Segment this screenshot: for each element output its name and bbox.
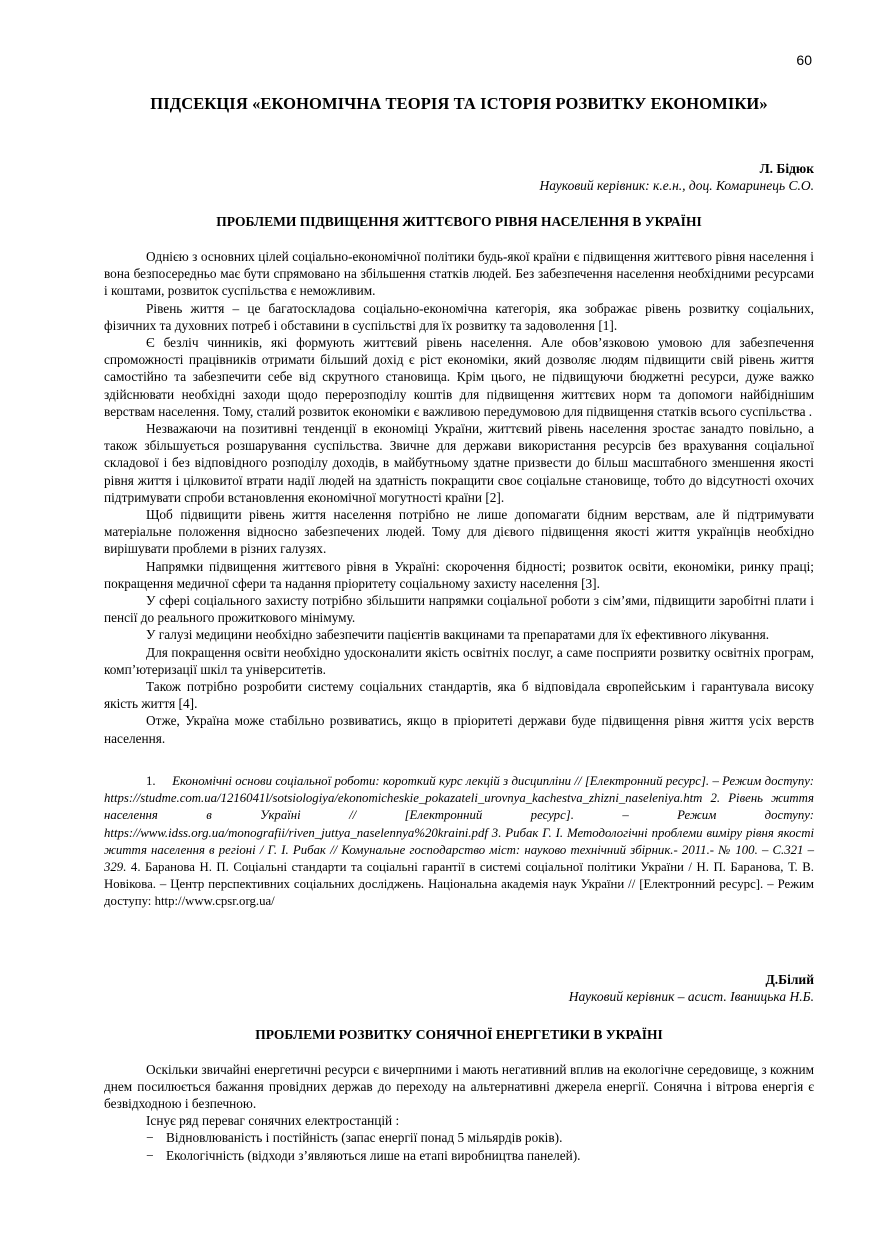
article-author: Л. Бідюк [759, 161, 814, 176]
paragraph: Щоб підвищити рівень життя населення потрібно не лише допомагати бідним верствам, але й підтримувати матеріальне положення відносно забезпечених людей. Тому для дієвого підвищення якості життя українців необхідно вирішувати проблеми в різних галузях. [104, 507, 814, 557]
paragraph: Оскільки звичайні енергетичні ресурси є вичерпними і мають негативний вплив на екологічне середовище, з кожним днем посилюється бажання провідних держав до переходу на альтернативні джерела енергії. Сонячна і вітрова енергія є безвідходною і безпечною. [104, 1061, 814, 1111]
page-number: 60 [796, 52, 812, 68]
paragraph: Незважаючи на позитивні тенденції в економіці України, життєвий рівень населення зростає занадто повільно, а також збільшується розшарування суспільства. Звичне для держави використання ресурсів без врахування соціальної складової і без відповідного розподілу доходів, в майбутньому здатне призвести до більш масштабного зменшення якості рівня життя і цілковитої втрати надії людей на здатність покращити своє соціальне становище, тобто до відсутності охочих підтримувати спроби встановлення економічної могутності країни [2]. [104, 421, 814, 505]
dash-bullet-icon: − [146, 1147, 154, 1163]
list-item-text: Екологічність (відходи з’являються лише на етапі виробництва панелей). [166, 1147, 581, 1163]
article-title: ПРОБЛЕМИ ПІДВИЩЕННЯ ЖИТТЄВОГО РІВНЯ НАСЕЛЕННЯ В УКРАЇНІ [216, 214, 702, 229]
list-item-text: Відновлюваність і постійність (запас енергії понад 5 мільярдів років). [166, 1130, 563, 1146]
section-title: ПІДСЕКЦІЯ «ЕКОНОМІЧНА ТЕОРІЯ ТА ІСТОРІЯ РОЗВИТКУ ЕКОНОМІКИ» [150, 94, 768, 113]
paragraph: У сфері соціального захисту потрібно збільшити напрямки соціальної роботи з сім’ями, підвищити заробітні плати і пенсії до реального прожиткового мінімуму. [104, 593, 814, 626]
paragraph: Також потрібно розробити систему соціальних стандартів, яка б відповідала європейським і гарантувала високу якість життя [4]. [104, 679, 814, 712]
paragraph: Існує ряд переваг сонячних електростанцій : [146, 1113, 400, 1129]
paragraph: У галузі медицини необхідно забезпечити пацієнтів вакцинами та препаратами для їх ефективного лікування. [146, 627, 770, 643]
paragraph: Однією з основних цілей соціально-економічної політики будь-якої країни є підвищення життєвого рівня населення і вона безпосередньо має бути спрямовано на збільшення статків людей. Без забезпечення населення необхідними ресурсами і коштами, розвиток суспільства є неможливим. [104, 249, 814, 299]
article-author: Д.Білий [765, 971, 814, 987]
page-content [104, 86, 814, 1164]
dash-bullet-icon: − [146, 1130, 154, 1146]
paragraph: Є безліч чинників, які формують життєвий рівень населення. Але обов’язковою умовою для забезпечення спроможності працівників отримати більший дохід є ріст економіки, який дозволяє людям підвищити свій рівень життя самостійно та забезпечити себе від скрутного становища. Крім цього, не підвищуючи бюджетні ресурси, дуже важко здійснювати необхідні заходи щодо перерозподілу коштів для підвищення життєвих норм та допомоги найбіднішим верствам населення. Тому, сталий розвиток економіки є важливою передумовою для підвищення статків всього суспільства . [104, 335, 814, 419]
reference-4: 4. Баранова Н. П. Соціальні стандарти та соціальні гарантії в системі соціальної політики України / Н. П. Баранова, Т. В. Новікова. – Центр перспективних соціальних досліджень. Національна академія наук України // [Електронний ресурс]. – Режим доступу: http://www.cpsr.org.ua/ [104, 859, 814, 909]
article-supervisor: Науковий керівник – асист. Іваницька Н.Б. [568, 988, 814, 1004]
article-title: ПРОБЛЕМИ РОЗВИТКУ СОНЯЧНОЇ ЕНЕРГЕТИКИ В УКРАЇНІ [255, 1026, 663, 1042]
list-item [104, 1129, 814, 1146]
paragraph: Напрямки підвищення життєвого рівня в Україні: скорочення бідності; розвиток освіти, економіки, ринку праці; покращення медичної сфери та надання пріоритету соціальному захисту населення [3]. [104, 558, 814, 591]
reference-number: 1. [146, 773, 156, 788]
list-item [104, 1147, 814, 1164]
article-bilyi [104, 971, 814, 1164]
paragraph: Рівень життя – це багатоскладова соціально-економічна категорія, яка зображає рівень розвитку соціальних, фізичних та духовних потреб і обставини в суспільстві для їх розвитку та задоволення [1]. [104, 300, 814, 333]
advantages-list [104, 1129, 814, 1163]
references [104, 773, 814, 911]
references-italic: Економічні основи соціальної роботи: короткий курс лекцій з дисципліни // [Електронний ресурс]. – Режим доступу: https://studme.com.ua/1216041l/sotsiologiya/ekonomicheskie_pokazateli_urovnya_kachestva_zhizni_naseleniya.htm 2. Рівень життя населення в Україні // [Електронний ресурс]. – Режим доступу: https://www.idss.org.ua/monografii/riven_juttya_naselennya%20kraini.pdf 3. Рибак Г. І. Методологічні проблеми виміру рівня якості життя населення в регіоні / Г. І. Рибак // Комунальне господарство міст: науково технічний збірник.- 2011.- № 100. – С.321 – 329. [104, 773, 814, 874]
article-supervisor: Науковий керівник: к.е.н., доц. Комаринець С.О. [539, 178, 814, 193]
article-bidyuk [104, 160, 814, 911]
paragraph: Отже, Україна може стабільно розвиватись, якщо в пріоритеті держави буде підвищення рівня життя усіх верств населення. [104, 713, 814, 746]
paragraph: Для покращення освіти необхідно удосконалити якість освітніх послуг, а саме посприяти розвитку освітніх програм, комп’ютеризації шкіл та університетів. [104, 644, 814, 677]
